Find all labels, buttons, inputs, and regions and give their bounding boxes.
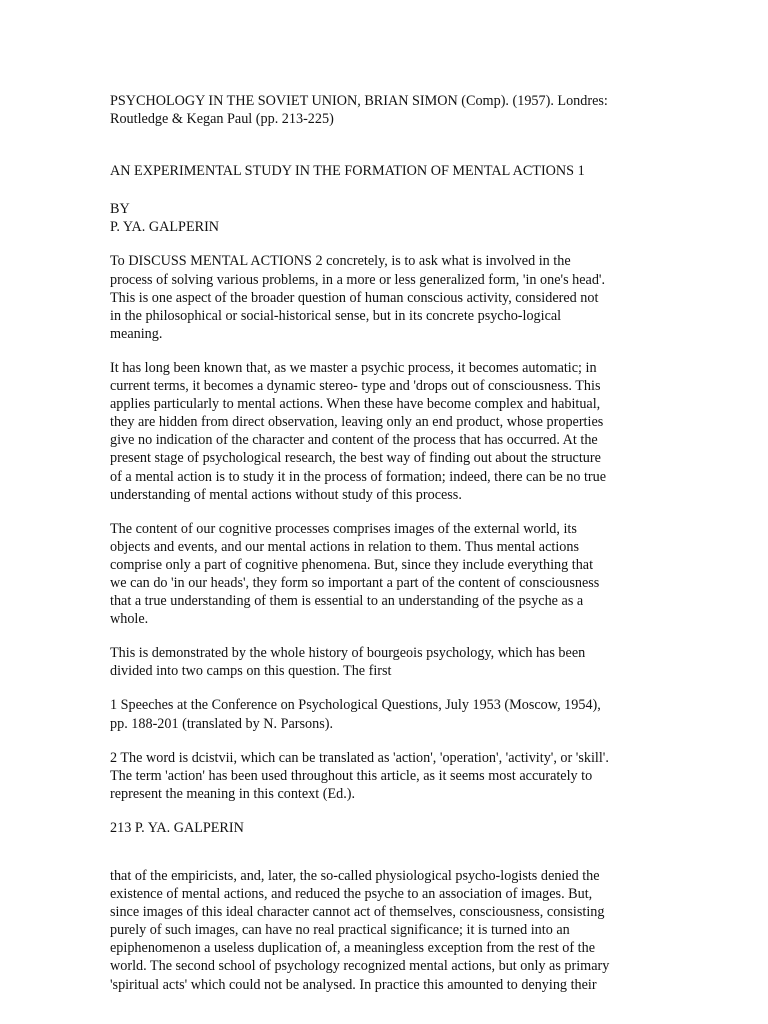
paragraph-line: understanding of mental actions without study of this process. xyxy=(110,486,462,503)
source-citation xyxy=(110,92,658,128)
footnote-2 xyxy=(110,749,658,803)
paragraph-line: comprise only a part of cognitive phenomena. But, since they include everything that xyxy=(110,556,594,573)
page-footer xyxy=(110,819,658,837)
paragraph-line: It has long been known that, as we master a psychic process, it becomes automatic; in xyxy=(110,359,597,376)
footnote-line: represent the meaning in this context (Ed.). xyxy=(110,785,356,802)
paragraph-line: give no indication of the character and content of the process that has occurred. At the xyxy=(110,432,598,449)
paragraph-line: The content of our cognitive processes comprises images of the external world, its xyxy=(110,520,577,537)
paragraph-line: purely of such images, can have no real practical significance; it is turned into an xyxy=(110,922,570,939)
paragraph-1 xyxy=(110,252,658,342)
paragraph-line: This is one aspect of the broader question of human conscious activity, considered not xyxy=(110,289,599,306)
paragraph-line: they are hidden from direct observation, leaving only an end product, whose properties xyxy=(110,414,604,431)
byline-author: P. YA. GALPERIN xyxy=(110,219,220,236)
citation-line: Routledge & Kegan Paul (pp. 213-225) xyxy=(110,111,334,128)
paragraph-line: world. The second school of psychology recognized mental actions, but only as primary xyxy=(110,958,610,975)
byline-by: BY xyxy=(110,201,130,218)
paragraph-line: in the philosophical or social-historical sense, but in its concrete psycho-logical xyxy=(110,307,562,324)
byline xyxy=(110,200,658,236)
title-text: AN EXPERIMENTAL STUDY IN THE FORMATION OF MENTAL ACTIONS 1 xyxy=(110,163,585,180)
paragraph-line: epiphenomenon a useless duplication of, a meaningless exception from the rest of the xyxy=(110,940,595,957)
paragraph-line: This is demonstrated by the whole history of bourgeois psychology, which has been xyxy=(110,645,586,662)
continuation-paragraph xyxy=(110,867,658,994)
paragraph-line: current terms, it becomes a dynamic stereo- type and 'drops out of consciousness. This xyxy=(110,378,601,395)
paragraph-line: present stage of psychological research, the best way of finding out about the structure xyxy=(110,450,601,467)
page-footer-text: 213 P. YA. GALPERIN xyxy=(110,819,244,836)
paragraph-line: existence of mental actions, and reduced the psyche to an association of images. But, xyxy=(110,886,593,903)
paragraph-3 xyxy=(110,520,658,629)
footnote-line: 1 Speeches at the Conference on Psychological Questions, July 1953 (Moscow, 1954), xyxy=(110,697,601,714)
paragraph-line: meaning. xyxy=(110,325,163,342)
document-page xyxy=(110,92,658,1010)
paragraph-line: since images of this ideal character cannot act of themselves, consciousness, consisting xyxy=(110,904,605,921)
paragraph-line: of a mental action is to study it in the process of formation; indeed, there can be no true xyxy=(110,468,607,485)
footnote-line: 2 The word is dcistvii, which can be translated as 'action', 'operation', 'activity', or 'skill'. xyxy=(110,749,609,766)
paragraph-line: process of solving various problems, in a more or less generalized form, 'in one's head'. xyxy=(110,271,606,288)
footnote-line: pp. 188-201 (translated by N. Parsons). xyxy=(110,715,334,732)
paragraph-line: we can do 'in our heads', they form so important a part of the content of consciousness xyxy=(110,574,600,591)
paragraph-line: To DISCUSS MENTAL ACTIONS 2 concretely, is to ask what is involved in the xyxy=(110,253,571,270)
paragraph-2 xyxy=(110,359,658,504)
paragraph-line: that a true understanding of them is essential to an understanding of the psyche as a xyxy=(110,593,584,610)
paragraph-4 xyxy=(110,644,658,680)
footnote-1 xyxy=(110,696,658,732)
paragraph-line: that of the empiricists, and, later, the so-called physiological psycho-logists denied the xyxy=(110,868,600,884)
footnote-line: The term 'action' has been used throughout this article, as it seems most accurately to xyxy=(110,767,593,784)
paragraph-line: 'spiritual acts' which could not be analysed. In practice this amounted to denying their xyxy=(110,976,597,993)
citation-line: PSYCHOLOGY IN THE SOVIET UNION, BRIAN SIMON (Comp). (1957). Londres: xyxy=(110,93,608,109)
document-title xyxy=(110,162,658,180)
paragraph-line: divided into two camps on this question. The first xyxy=(110,663,392,680)
paragraph-line: applies particularly to mental actions. When these have become complex and habitual, xyxy=(110,396,601,413)
paragraph-line: whole. xyxy=(110,611,149,628)
paragraph-line: objects and events, and our mental actions in relation to them. Thus mental actions xyxy=(110,538,579,555)
